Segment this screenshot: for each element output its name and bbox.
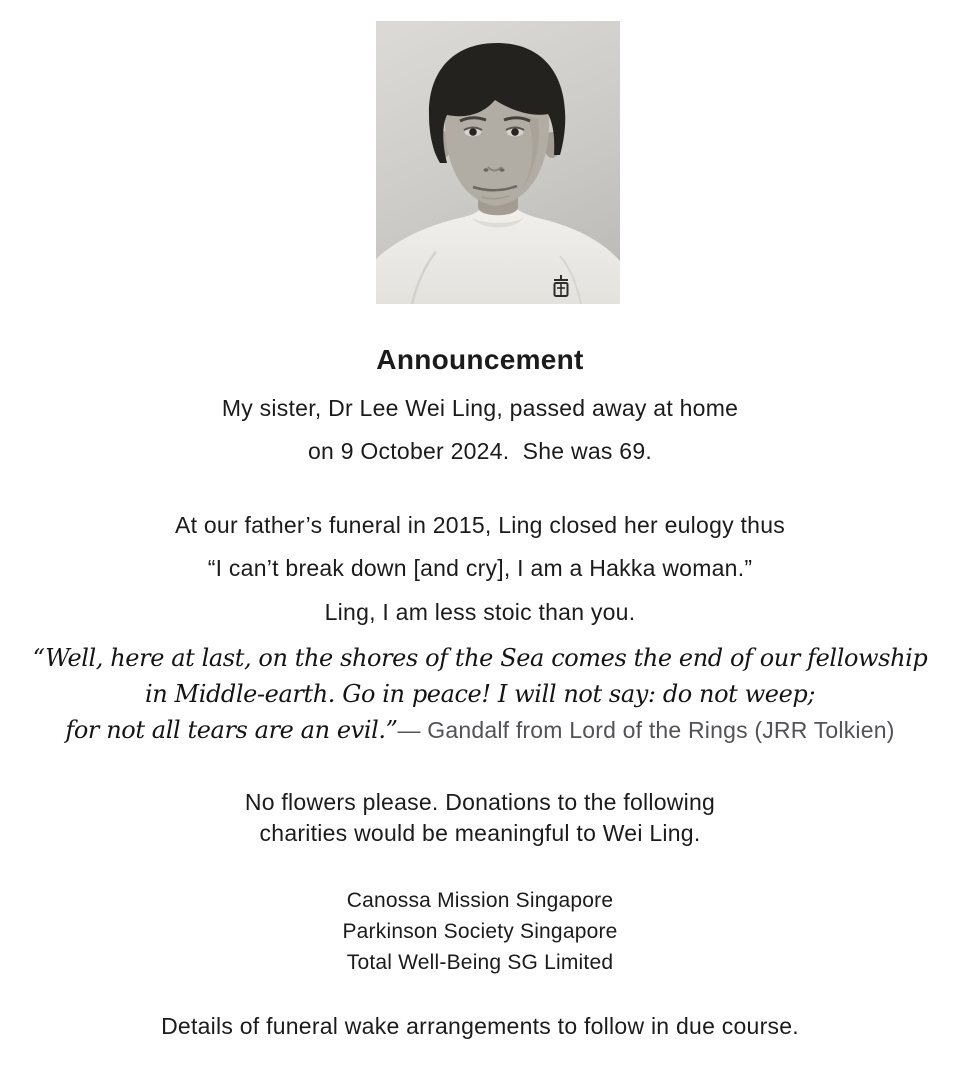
intro-line-2: on 9 October 2024. She was 69. [307,438,653,464]
intro-line-1: My sister, Dr Lee Wei Ling, passed away at home [221,395,739,421]
eulogy-line-3: Ling, I am less stoic than you. [324,599,636,625]
donations-line-2: charities would be meaningful to Wei Ling. [259,820,701,846]
page-title: Announcement [376,344,584,375]
eulogy-line-1: At our father’s funeral in 2015, Ling closed her eulogy thus [175,512,785,538]
quote-line-1: “Well, here at last, on the shores of the Sea comes the end of our fellowship [32,644,928,672]
portrait-photo [376,21,620,304]
footer-note: Details of funeral wake arrangements to follow in due course. [161,1013,799,1039]
portrait-photo-svg [376,21,620,304]
quote-line-2: in Middle-earth. Go in peace! I will not say: do not weep; [144,680,816,708]
quote-attribution: — Gandalf from Lord of the Rings (JRR Tolkien) [397,717,895,743]
eulogy-line-2: “I can’t break down [and cry], I am a Hakka woman.” [207,555,753,581]
quote-line-3 [0,715,960,745]
charity-item: Canossa Mission Singapore [346,889,614,912]
quote-line-3-text: for not all tears are an evil.” [65,716,398,744]
donations-line-1: No flowers please. Donations to the following [244,789,716,815]
charity-item: Total Well-Being SG Limited [346,951,614,974]
charity-item: Parkinson Society Singapore [342,920,618,943]
